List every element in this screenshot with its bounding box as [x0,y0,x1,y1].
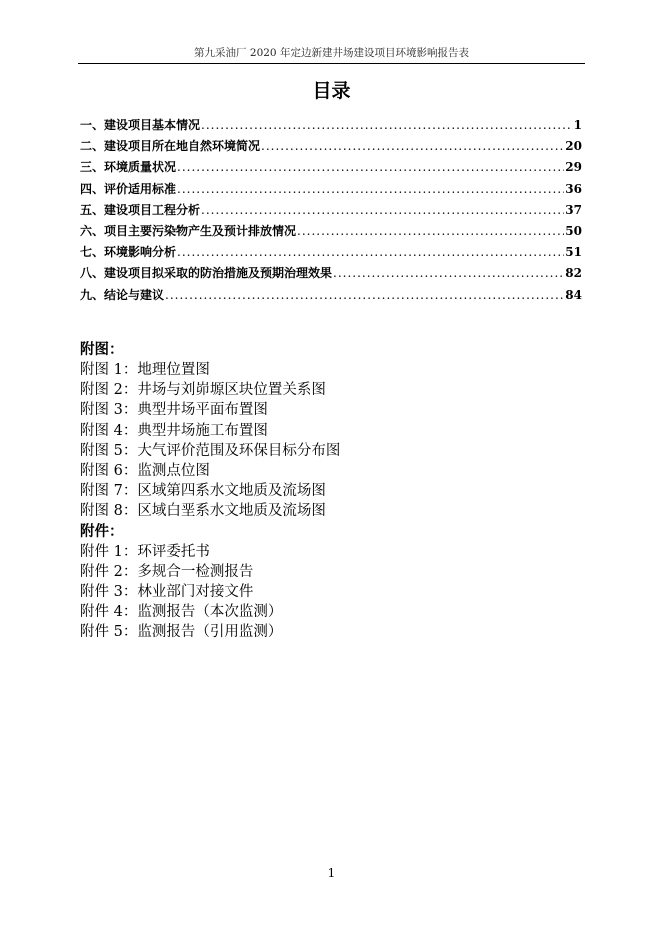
figure-list-item: 附图 1：地理位置图 [80,362,210,378]
toc-title: 目录 [312,80,351,102]
toc-leader-dots [333,266,564,280]
attachment-list-item: 附件 3：林业部门对接文件 [80,583,254,600]
toc-leader-dots [165,288,564,302]
attachment-list-item: 附件 4：监测报告（本次监测） [80,604,283,621]
toc-entry[interactable] [80,137,582,158]
figure-list-item: 附图 4：典型井场施工布置图 [80,422,268,439]
toc-entry-label: 六、项目主要污染物产生及预计排放情况 [80,223,297,238]
toc-entry-label: 四、评价适用标准 [80,181,177,196]
toc-entry[interactable] [80,201,582,222]
attachment-list-item: 附件 1：环评委托书 [80,543,210,560]
toc-entry[interactable] [80,264,582,285]
attachments-heading: 附件： [80,522,124,540]
toc-entry-label: 一、建设项目基本情况 [80,118,201,132]
toc-leader-dots [177,245,564,259]
toc-entry[interactable] [80,158,582,179]
toc-entry-page: 20 [565,139,582,154]
toc-leader-dots [201,203,564,217]
attachment-list-item: 附件 5：监测报告（引用监测） [80,624,283,641]
toc-entry-label: 三、环境质量状况 [80,160,177,175]
figure-list-item: 附图 3：典型井场平面布置图 [80,402,268,419]
toc-entry-page: 84 [565,287,582,302]
toc-leader-dots [297,224,564,238]
toc-entry-page: 82 [565,266,582,281]
toc-entry-page: 1 [573,118,582,132]
toc-leader-dots [201,118,573,132]
toc-entry-label: 五、建设项目工程分析 [80,202,201,217]
toc-entry-page: 51 [565,245,582,260]
toc-entry[interactable] [80,243,582,264]
toc-entry[interactable] [80,222,582,243]
toc-entry-page: 36 [565,181,582,196]
figure-list-item: 附图 8：区域白垩系水文地质及流场图 [80,503,326,520]
table-of-contents [80,116,582,307]
running-header: 第九采油厂 2020 年定边新建井场建设项目环境影响报告表 [194,47,469,59]
page-number: 1 [327,866,336,880]
header-rule [78,63,585,64]
attachment-list-item: 附件 2：多规合一检测报告 [80,563,254,580]
toc-leader-dots [261,139,564,153]
figure-list-item: 附图 2：井场与刘峁塬区块位置关系图 [80,382,326,399]
appendix-section [80,340,580,642]
toc-entry-label: 八、建设项目拟采取的防治措施及预期治理效果 [80,266,333,281]
toc-leader-dots [177,182,564,196]
toc-entry-label: 二、建设项目所在地自然环境简况 [80,139,261,154]
toc-entry-page: 29 [565,160,582,175]
toc-entry-page: 37 [565,202,582,217]
toc-entry-page: 50 [565,223,582,238]
toc-entry-label: 七、环境影响分析 [80,245,177,260]
toc-entry[interactable] [80,180,582,201]
figure-list-item: 附图 6：监测点位图 [80,462,210,479]
toc-leader-dots [177,160,564,174]
toc-entry[interactable] [80,286,582,307]
toc-entry[interactable] [80,116,582,137]
figures-heading: 附图： [80,341,124,358]
toc-entry-label: 九、结论与建议 [80,287,165,302]
figure-list-item: 附图 7：区域第四系水文地质及流场图 [80,483,326,500]
figure-list-item: 附图 5：大气评价范围及环保目标分布图 [80,442,341,459]
